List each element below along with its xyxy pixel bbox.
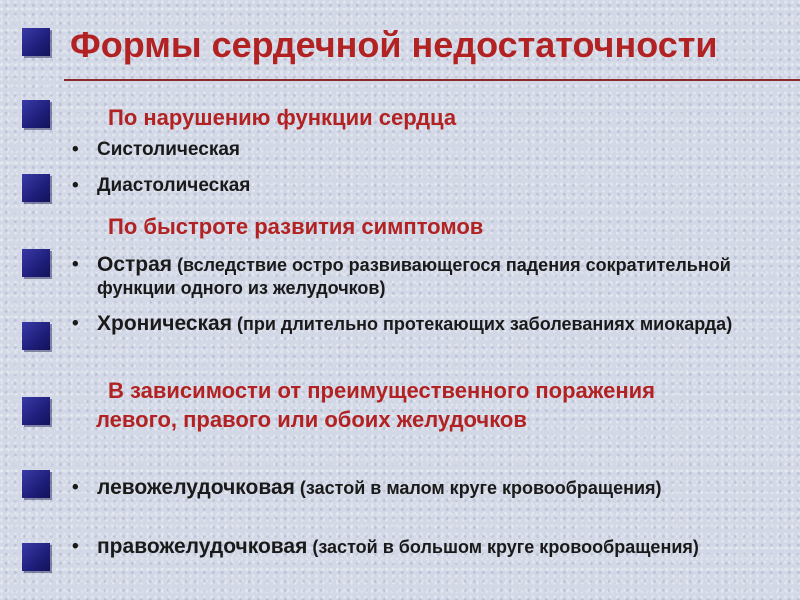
list-item-right-ventricular [72, 535, 772, 559]
square-bullet-icon [22, 397, 50, 425]
list-item-content [97, 535, 772, 559]
bullet-icon: • [72, 313, 79, 334]
square-bullet-icon [22, 249, 50, 277]
item-term: правожелудочковая [97, 535, 308, 558]
item-term: Острая [97, 253, 173, 276]
item-note: (застой в малом круге кровообращения) [294, 478, 662, 498]
list-item-content [97, 476, 772, 500]
bullet-icon: • [72, 175, 79, 196]
bullet-icon: • [72, 536, 79, 557]
item-term: левожелудочковая [97, 476, 295, 499]
list-item-chronic [72, 312, 772, 336]
list-item-diastolic [72, 174, 772, 197]
bullet-icon: • [72, 477, 79, 498]
item-note: (застой в большом круге кровообращения) [307, 537, 699, 557]
title-square-bullet-icon [22, 28, 50, 56]
bullet-icon: • [72, 139, 79, 160]
section-heading-speed: По быстроте развития симптомов [108, 214, 484, 239]
list-item-content [97, 312, 772, 336]
square-bullet-icon [22, 100, 50, 128]
section-heading-ventricles: В зависимости от преимущественного поражения левого, правого или обоих желудочков [96, 378, 655, 432]
list-item-systolic [72, 138, 772, 161]
item-term: Хроническая [97, 312, 232, 335]
square-bullet-icon [22, 322, 50, 350]
list-item-content [97, 253, 772, 300]
list-item-acute [72, 253, 772, 300]
item-note: (при длительно протекающих заболеваниях миокарда) [231, 314, 733, 334]
square-bullet-icon [22, 543, 50, 571]
section-heading-function: По нарушению функции сердца [108, 105, 457, 130]
item-note: (вследствие остро развивающегося падения сократительной функции одного из желудочков) [97, 255, 731, 298]
slide-title: Формы сердечной недостаточности [70, 24, 718, 65]
bullet-icon: • [72, 254, 79, 275]
square-bullet-icon [22, 174, 50, 202]
square-bullet-icon [22, 470, 50, 498]
list-item-left-ventricular [72, 476, 772, 500]
title-divider [64, 79, 800, 81]
list-item-text: Систолическая [97, 139, 240, 160]
list-item-text: Диастолическая [97, 175, 251, 196]
